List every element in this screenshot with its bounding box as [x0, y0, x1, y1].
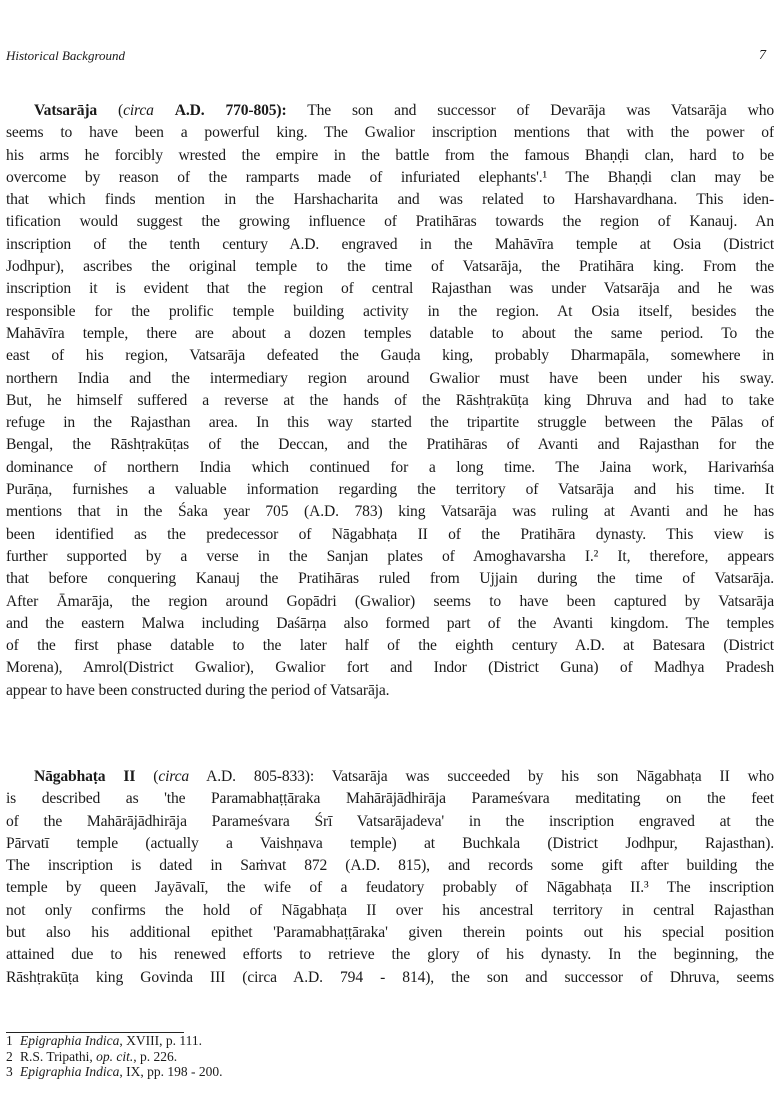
- text-line: inscription of the tenth century A.D. engraved in the Mahāvīra temple at Osia (District: [6, 235, 774, 253]
- footnote-rule: [6, 1032, 184, 1033]
- footnotes: [6, 1003, 223, 1080]
- text-line: refuge in the Rajasthan area. In this way started the tripartite struggle between the Pālas of: [6, 414, 774, 432]
- text-line: Vatsarāja was succeeded by his son Nāgabhaṭa II who: [331, 768, 774, 785]
- text-line: seems to have been a powerful king. The Gwalior inscription mentions that with the power of: [6, 124, 774, 142]
- text-line: that which finds mention in the Harshacharita and was related to Harshavardhana. This iden-: [6, 191, 774, 209]
- footnote-2: 2 R.S. Tripathi, op. cit., p. 226.: [6, 1048, 178, 1064]
- page-number: 7: [759, 48, 766, 63]
- section-heading: Nāgabhaṭa II: [34, 768, 136, 785]
- heading-dates: A.D. 805-833):: [206, 768, 315, 785]
- heading-paren: (: [118, 102, 124, 119]
- text-line: east of his region, Vatsarāja defeated the Gauḍa king, probably Dharmapāla, somewhere in: [6, 347, 774, 365]
- text-line: Purāṇa, furnishes a valuable information regarding the territory of Vatsarāja and his time. It: [6, 481, 774, 499]
- text-line: But, he himself suffered a reverse at the hands of the Rāshṭrakūṭa king Dhruva and had to take: [6, 391, 774, 409]
- heading-dates: A.D. 770-805):: [174, 102, 287, 119]
- text-line: Bengal, the Rāshṭrakūṭas of the Deccan, and the Pratihāras of Avanti and Rajasthan for the: [6, 436, 774, 454]
- text-line: not only confirms the hold of Nāgabhaṭa II over his ancestral territory in central Rajasthan: [6, 901, 774, 919]
- text-line: northern India and the intermediary region around Gwalior must have been under his sway.: [6, 369, 774, 387]
- text-line: inscription it is evident that the region of central Rajasthan was under Vatsarāja and he was: [6, 280, 774, 298]
- paragraph-first-line: [6, 766, 774, 788]
- paragraph-vatsaraja: [6, 100, 774, 702]
- paragraph-first-line: [6, 100, 774, 122]
- text-line: is described as 'the Paramabhaṭṭāraka Mahārājādhirāja Parameśvara meditating on the feet: [6, 790, 774, 808]
- text-line: overcome by reason of the ramparts made of infuriated elephants'.¹ The Bhaṇḍi clan may be: [6, 168, 774, 186]
- text-line: attained due to his renewed efforts to retrieve the glory of his dynasty. In the beginning, the: [6, 946, 774, 964]
- text-line: The son and successor of Devarāja was Vatsarāja who: [307, 102, 774, 119]
- text-line: dominance of northern India which continued for a long time. The Jaina work, Harivaṁśa: [6, 458, 774, 476]
- text-line: The inscription is dated in Saṁvat 872 (A.D. 815), and records some gift after building the: [6, 857, 774, 875]
- footnote-1: 1 Epigraphia Indica, XVIII, p. 111.: [6, 1033, 202, 1048]
- text-line: tification would suggest the growing influence of Pratihāras towards the region of Kanauj. An: [6, 213, 774, 231]
- section-heading: Vatsarāja: [34, 102, 98, 119]
- text-line: further supported by a verse in the Sanjan plates of Amoghavarsha I.² It, therefore, appears: [6, 547, 774, 565]
- paragraph-body: [6, 788, 774, 989]
- paragraph-body: [6, 122, 774, 702]
- heading-circa: circa: [158, 768, 190, 785]
- text-line: been identified as the predecessor of Nāgabhaṭa II of the Pratihāra dynasty. This view is: [6, 525, 774, 543]
- text-line: After Āmarāja, the region around Gopādri (Gwalior) seems to have been captured by Vatsarāja: [6, 592, 774, 610]
- heading-paren: (: [153, 768, 159, 785]
- text-line: Mahāvīra temple, there are about a dozen temples datable to about the same period. To the: [6, 324, 774, 342]
- text-line: Pārvatī temple (actually a Vaishṇava temple) at Buchkala (District Jodhpur, Rajasthan).: [6, 834, 774, 852]
- text-line: his arms he forcibly wrested the empire in the battle from the famous Bhaṇḍi clan, hard to be: [6, 146, 774, 164]
- text-line: of the Mahārājādhirāja Parameśvara Śrī Vatsarājadeva' in the inscription engraved at the: [6, 812, 774, 830]
- text-line: and the eastern Malwa including Daśārṇa also formed part of the Avanti kingdom. The temples: [6, 614, 774, 632]
- text-line: Jodhpur), ascribes the original temple to the time of Vatsarāja, the Pratihāra king. From the: [6, 258, 774, 276]
- paragraph-nagabhata: [6, 766, 774, 989]
- text-line: mentions that in the Śaka year 705 (A.D. 783) king Vatsarāja was ruling at Avanti and he has: [6, 503, 774, 521]
- footnote-3: 3 Epigraphia Indica, IX, pp. 198 - 200.: [6, 1064, 223, 1079]
- text-line: of the first phase datable to the later half of the eighth century A.D. at Batesara (District: [6, 637, 774, 655]
- text-line: appear to have been constructed during the period of Vatsarāja.: [6, 681, 390, 699]
- text-line: but also his additional epithet 'Paramabhaṭṭāraka' given therein points out his special position: [6, 924, 774, 942]
- text-line: Rāshṭrakūṭa king Govinda III (circa A.D. 794 - 814), the son and successor of Dhruva, seems: [6, 968, 774, 986]
- running-head: Historical Background: [6, 48, 126, 63]
- text-line: that before conquering Kanauj the Pratihāras ruled from Ujjain during the time of Vatsarāja.: [6, 570, 774, 588]
- text-line: temple by queen Jayāvalī, the wife of a feudatory probably of Nāgabhaṭa II.³ The inscription: [6, 879, 774, 897]
- text-line: Morena), Amrol(District Gwalior), Gwalior fort and Indor (District Guna) of Madhya Pradesh: [6, 659, 774, 677]
- text-line: responsible for the prolific temple building activity in the region. At Osia itself, besides the: [6, 302, 774, 320]
- heading-circa: circa: [123, 102, 154, 119]
